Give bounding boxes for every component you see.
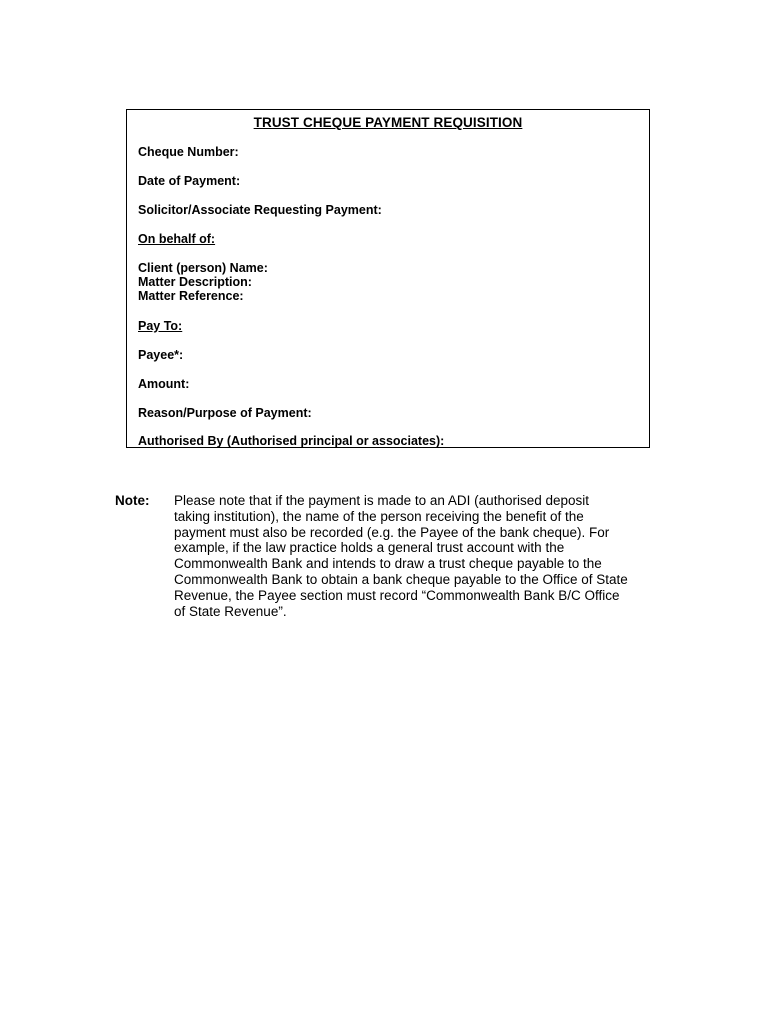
matter-reference-label: Matter Reference: — [138, 289, 244, 303]
solicitor-label: Solicitor/Associate Requesting Payment: — [138, 203, 382, 217]
on-behalf-of-heading: On behalf of: — [138, 232, 216, 246]
note-line: payment must also be recorded (e.g. the Payee of the bank cheque). For — [174, 524, 610, 540]
client-name-label: Client (person) Name: — [138, 261, 268, 275]
pay-to-heading: Pay To: — [138, 319, 183, 333]
note-line: of State Revenue”. — [174, 603, 287, 619]
matter-description-label: Matter Description: — [138, 275, 252, 289]
requisition-form — [126, 109, 650, 448]
form-title: TRUST CHEQUE PAYMENT REQUISITION — [253, 115, 523, 130]
note-line: taking institution), the name of the person receiving the benefit of the — [174, 508, 584, 524]
note-line: example, if the law practice holds a general trust account with the — [174, 540, 565, 556]
note-line: Please note that if the payment is made to an ADI (authorised deposit — [174, 493, 589, 508]
note-line: Commonwealth Bank and intends to draw a trust cheque payable to the — [174, 556, 602, 572]
payee-label: Payee*: — [138, 348, 184, 362]
reason-label: Reason/Purpose of Payment: — [138, 406, 312, 420]
amount-label: Amount: — [138, 377, 190, 391]
authorised-by-label: Authorised By (Authorised principal or associates): — [138, 434, 445, 448]
note-line: Commonwealth Bank to obtain a bank cheque payable to the Office of State — [174, 571, 628, 587]
note-label: Note: — [115, 493, 150, 508]
note-line: Revenue, the Payee section must record “Commonwealth Bank B/C Office — [174, 587, 620, 603]
note-text — [174, 493, 664, 619]
date-of-payment-label: Date of Payment: — [138, 174, 241, 188]
cheque-number-label: Cheque Number: — [138, 145, 239, 159]
